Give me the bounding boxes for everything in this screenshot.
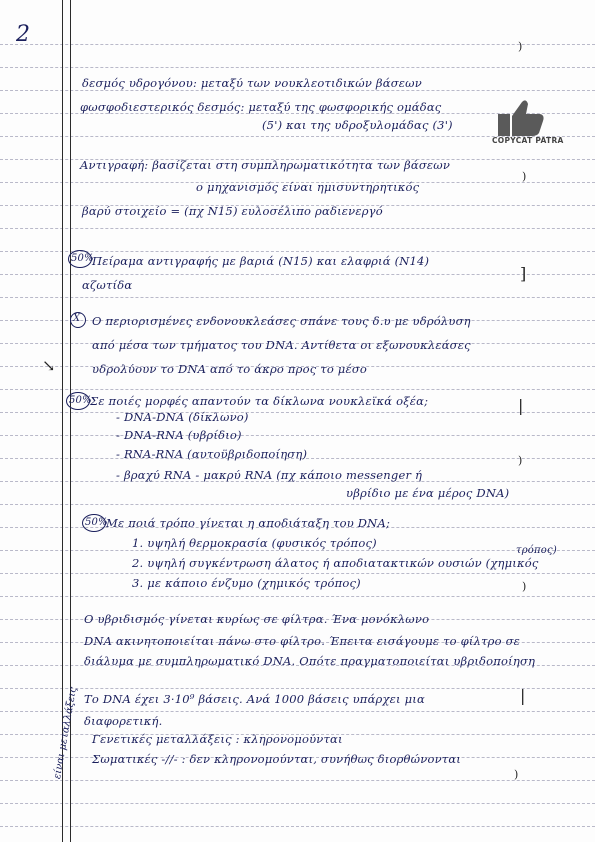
ruled-line: [0, 435, 595, 436]
text-line: αζωτίδα: [82, 278, 133, 292]
ruled-line: [0, 67, 595, 68]
text-line: 1. υψηλή θερμοκρασία (φυσικός τρόπος): [132, 536, 377, 550]
text-line: Σωματικές -//- : δεν κληρονομούνται, συνήθως διορθώνονται: [92, 752, 462, 766]
text-line: - βραχύ RNA - μακρύ RNA (πχ κάποιο messenger ή: [116, 468, 423, 482]
text-line: Ο περιορισμένες ενδονουκλεάσες σπάνε τους δ.υ με υδρόλυση: [92, 314, 471, 328]
ruled-line: [0, 412, 595, 413]
ruled-line: [0, 711, 595, 712]
bracket-mark: |: [520, 686, 526, 705]
ruled-line: [0, 389, 595, 390]
ruled-line: [0, 596, 595, 597]
page-number: 2: [16, 22, 30, 47]
logo-text: COPYCAT PATRA: [492, 136, 564, 145]
text-line: Γενετικές μεταλλάξεις : κληρονομούνται: [92, 732, 343, 746]
ruled-line: [0, 803, 595, 804]
text-line: - DNA-RNA (υβρίδιο): [116, 428, 242, 442]
ruled-line: [0, 90, 595, 91]
marker-50: 50%: [69, 395, 92, 406]
marker-50: 50%: [71, 253, 94, 264]
text-line: δεσμός υδρογόνου: μεταξύ των νουκλεοτιδικών βάσεων: [82, 76, 422, 90]
ruled-line: [0, 44, 595, 45]
text-line: Με ποιά τρόπο γίνεται η αποδιάταξη του DNA;: [106, 516, 391, 530]
text-line: Το DNA έχει 3·10⁹ βάσεις. Ανά 1000 βάσεις υπάρχει μια: [84, 692, 425, 706]
bracket-mark: ]: [520, 264, 527, 283]
text-line: ο μηχανισμός είναι ημισυντηρητικός: [196, 180, 420, 194]
text-line: διαφορετική.: [84, 714, 163, 728]
ruled-line: [0, 274, 595, 275]
text-line: DNA ακινητοποιείται πάνω στο φίλτρο. Έπειτα εισάγουμε το φίλτρο σε: [84, 634, 521, 648]
text-line: Σε ποιές μορφές απαντούν τα δίκλωνα νουκλεϊκά οξέα;: [90, 394, 429, 408]
bracket-mark: ): [518, 40, 523, 53]
ruled-line: [0, 550, 595, 551]
bracket-mark: ): [518, 454, 523, 467]
arrow-icon: ↘: [42, 356, 56, 375]
thumbs-up-icon: [492, 96, 548, 154]
text-line: 2. υψηλή συγκέντρωση άλατος ή αποδιατακτικών ουσιών (χημικός: [132, 556, 539, 570]
text-line: βαρύ στοιχείο = (πχ N15) ευλοσέλιπο ραδιενεργό: [82, 204, 383, 218]
ruled-line: [0, 688, 595, 689]
marker-50: 50%: [85, 517, 108, 528]
text-line: Ο υβριδισμός γίνεται κυρίως σε φίλτρα. Ένα μονόκλωνο: [84, 612, 430, 626]
text-line: 3. με κάποιο ένζυμο (χημικός τρόπος): [132, 576, 361, 590]
text-line: φωσφοδιεστερικός δεσμός: μεταξύ της φωσφορικής ομάδας: [80, 100, 442, 114]
ruled-line: [0, 573, 595, 574]
bracket-mark: ): [522, 170, 527, 183]
bracket-mark: ): [514, 768, 519, 781]
text-line: υδρολύουν το DNA από το άκρο προς το μέσο: [92, 362, 368, 376]
ruled-line: [0, 780, 595, 781]
text-line: υβρίδιο με ένα μέρος DNA): [346, 486, 510, 500]
marker-x: X: [73, 313, 81, 324]
text-line: Αντιγραφή: βασίζεται στη συμπληρωματικότητα των βάσεων: [80, 158, 451, 172]
text-line: - RNA-RNA (αυτοϋβριδοποίηση): [116, 447, 308, 461]
text-line: Πείραμα αντιγραφής με βαριά (N15) και ελαφριά (N14): [92, 254, 430, 268]
text-line: από μέσα των τμήματος του DNA. Αντίθετα οι εξωνουκλεάσες: [92, 338, 471, 352]
ruled-line: [0, 228, 595, 229]
text-line: - DNA-DNA (δίκλωνο): [116, 410, 249, 424]
ruled-line: [0, 826, 595, 827]
text-line: τρόπος): [516, 545, 557, 556]
side-note: είναι μεταλλάξεις: [52, 686, 80, 780]
text-line: (5') και της υδροξυλομάδας (3'): [262, 118, 453, 132]
text-line: διάλυμα με συμπληρωματικό DNA. Οπότε πραγματοποιείται υβριδοποίηση: [84, 654, 536, 668]
bracket-mark: ): [522, 580, 527, 593]
bracket-mark: |: [518, 396, 524, 415]
ruled-line: [0, 297, 595, 298]
ruled-line: [0, 504, 595, 505]
